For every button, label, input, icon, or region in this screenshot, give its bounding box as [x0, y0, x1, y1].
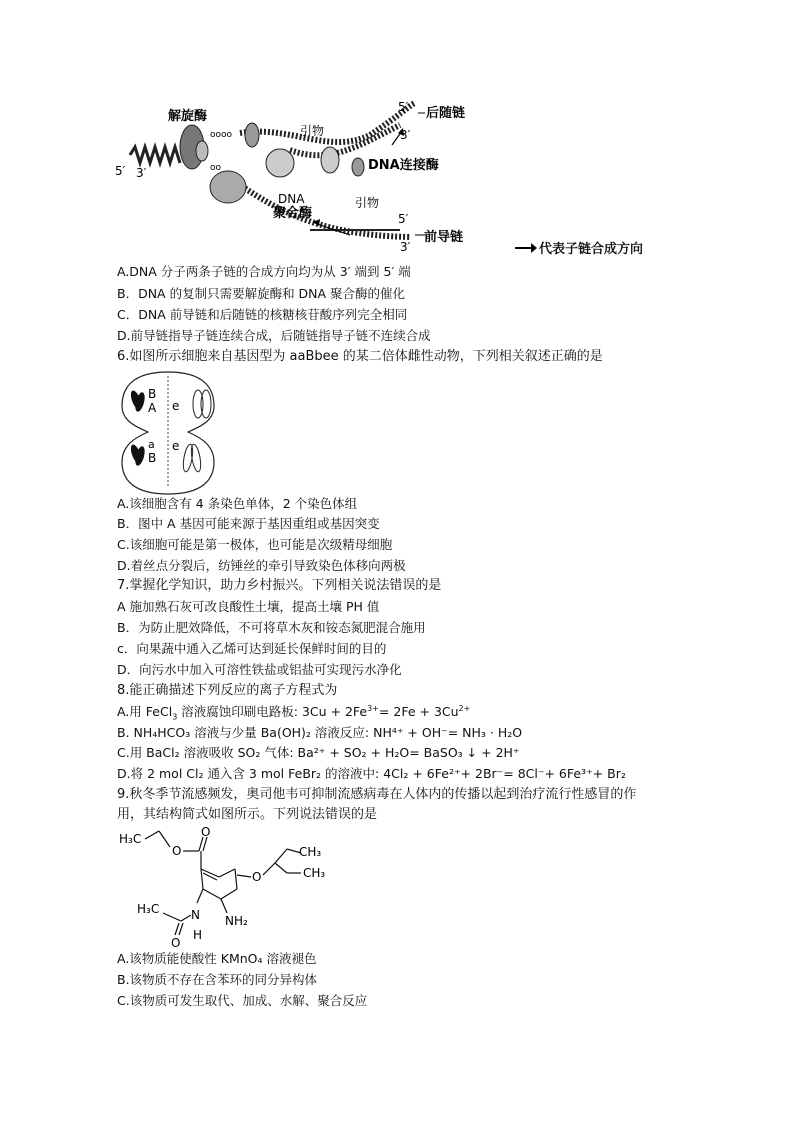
- q8-stem: 8.能正确描述下列反应的离子方程式为: [117, 683, 338, 698]
- q7-option-d: D．向污水中加入可溶性铁盐或铝盐可实现污水净化: [117, 662, 402, 677]
- q9-option-b: B.该物质不存在含苯环的同分异构体: [117, 972, 318, 987]
- gene-label-bottom-b: B: [148, 451, 157, 465]
- q5-option-a: A.DNA 分子两条子链的合成方向均为从 3′ 端到 5′ 端: [117, 264, 411, 279]
- polymerase-label-2: 聚合酶: [273, 206, 313, 221]
- five-prime-top: 5′: [398, 100, 409, 114]
- q9-stem-line1: 9.秋冬季节流感频发，奥司他韦可抑制流感病毒在人体内的传播以起到治疗流行性感冒的作: [117, 787, 637, 802]
- q8-option-c: C.用 BaCl₂ 溶液吸收 SO₂ 气体: Ba²⁺ + SO₂ + H₂O= BaSO₃ ↓ + 2H⁺: [117, 745, 520, 760]
- mol-h: H: [193, 928, 203, 942]
- svg-text:oooo: oooo: [210, 130, 233, 140]
- q5-option-c: C．DNA 前导链和后随链的核糖核苷酸序列完全相同: [117, 307, 408, 322]
- q8-option-d: D.将 2 mol Cl₂ 通入含 3 mol FeBr₂ 的溶液中: 4Cl₂ + 6Fe²⁺+ 2Br⁻= 8Cl⁻+ 6Fe³⁺+ Br₂: [117, 766, 626, 781]
- three-prime-left: 3′: [136, 166, 147, 180]
- mol-o-ester: O: [172, 844, 182, 858]
- q6-option-d: D.着丝点分裂后，纺锤丝的牵引导致染色体移向两极: [117, 558, 406, 573]
- mol-h3c-top: H₃C: [119, 832, 142, 846]
- oseltamivir-structure-figure: [115, 825, 345, 950]
- cell-division-figure: [118, 368, 218, 498]
- gene-label-top-a: A: [148, 401, 157, 415]
- mol-o-ether: O: [252, 870, 262, 884]
- q5-option-d: D.前导链指导子链连续合成，后随链指导子链不连续合成: [117, 328, 431, 343]
- five-prime-bottom: 5′: [398, 212, 409, 226]
- ligase-label: DNA连接酶: [368, 158, 439, 173]
- three-prime-top: 3′: [400, 128, 411, 142]
- mol-ch3-a: CH₃: [299, 845, 322, 859]
- synthesis-direction-legend: [515, 238, 643, 257]
- q6-option-b: B．图中 A 基因可能来源于基因重组或基因突变: [117, 516, 380, 531]
- lagging-strand-label: 后随链: [426, 106, 466, 121]
- mol-nh2: NH₂: [225, 914, 248, 928]
- gene-label-bottom-a: a: [148, 438, 155, 451]
- primer-bottom-label: 引物: [355, 196, 380, 210]
- mol-h3c-amide: H₃C: [137, 902, 160, 916]
- q7-option-c: c．向果蔬中通入乙烯可达到延长保鲜时间的目的: [117, 641, 387, 656]
- q9-option-c: C.该物质可发生取代、加成、水解、聚合反应: [117, 993, 368, 1008]
- three-prime-bottom: 3′: [400, 240, 411, 254]
- q7-stem: 7.掌握化学知识，助力乡村振兴。下列相关说法错误的是: [117, 578, 442, 593]
- gene-label-bottom-e: e: [172, 439, 180, 453]
- leading-strand-label: 前导链: [424, 230, 464, 245]
- gene-label-top-b: B: [148, 387, 157, 401]
- legend-text: 代表子链合成方向: [539, 242, 644, 257]
- mol-o-amide: O: [171, 936, 181, 950]
- mol-ch3-b: CH₃: [303, 866, 326, 880]
- gene-label-top-e: e: [172, 399, 180, 413]
- q6-option-a: A.该细胞含有 4 条染色单体，2 个染色体组: [117, 496, 358, 511]
- q9-stem-line2: 用，其结构简式如图所示。下列说法错误的是: [117, 807, 378, 822]
- arrow-right-icon: [515, 247, 533, 249]
- five-prime-left: 5′: [115, 164, 126, 178]
- mol-n: N: [191, 908, 200, 922]
- helicase-label: 解旋酶: [168, 109, 208, 124]
- q6-option-c: C.该细胞可能是第一极体，也可能是次级精母细胞: [117, 537, 393, 552]
- dna-replication-figure: [110, 95, 490, 255]
- mol-o-carbonyl: O: [201, 825, 211, 839]
- polymerase-label-1: DNA: [278, 192, 305, 206]
- svg-text:oo: oo: [210, 163, 222, 173]
- q9-option-a: A.该物质能使酸性 KMnO₄ 溶液褪色: [117, 951, 317, 966]
- primer-top-label: 引物: [300, 124, 325, 138]
- q8-option-b: B. NH₄HCO₃ 溶液与少量 Ba(OH)₂ 溶液反应: NH⁴⁺ + OH⁻= NH₃ · H₂O: [117, 725, 523, 740]
- q7-option-a: A 施加熟石灰可改良酸性土壤，提高土壤 PH 值: [117, 599, 380, 614]
- q7-option-b: B．为防止肥效降低，不可将草木灰和铵态氮肥混合施用: [117, 620, 426, 635]
- q5-option-b: B．DNA 的复制只需要解旋酶和 DNA 聚合酶的催化: [117, 286, 406, 301]
- q6-stem: 6.如图所示细胞来自基因型为 aaBbee 的某二倍体雌性动物，下列相关叙述正确的是: [117, 349, 603, 364]
- q8-option-a: A.用 FeCl$_3$ 溶液腐蚀印刷电路板: $3Cu + 2Fe^{3+}= 2Fe + 3Cu^{2+}$: [117, 703, 471, 722]
